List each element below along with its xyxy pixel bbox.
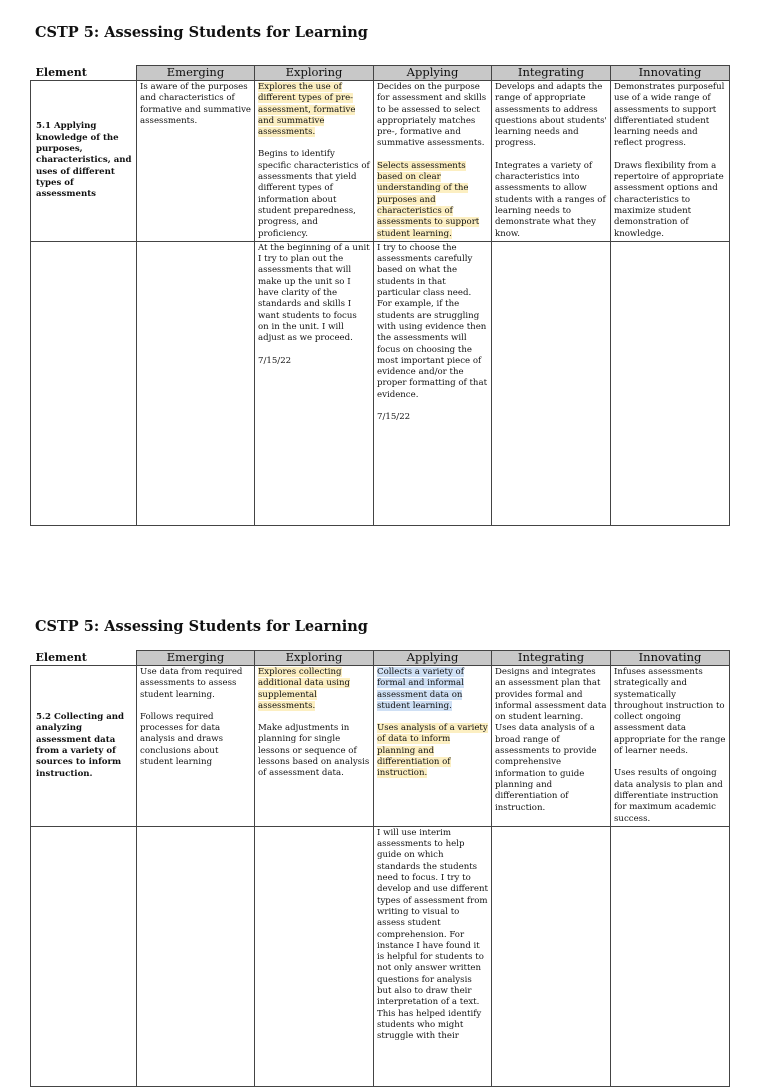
element-cell [31, 666, 137, 827]
descriptor-text: Infuses assessments strategically and systematically throughout instruction to collect ongoing assessment data appropriate for the range of learner needs. [614, 667, 726, 757]
evidence-text: At the beginning of a unit I try to plan out the assessments that will make up the unit so I have clarity of the standards and skills I want students to focus on in the unit. I will adjust as we proceed. [258, 242, 370, 344]
level-header-integrating: Integrating [492, 66, 611, 81]
evidence-applying [374, 241, 492, 525]
section-title: CSTP 5: Assessing Students for Learning [35, 24, 368, 41]
highlighted-descriptor: Selects assessments based on clear understanding of the purposes and characteristics of assessments to support student learning. [377, 160, 480, 239]
descriptor-innovating [611, 666, 730, 827]
descriptor-text: Demonstrates purposeful use of a wide range of assessments to support differentiated student learning needs and reflect progress. [614, 82, 725, 149]
evidence-exploring [255, 826, 374, 1086]
descriptor-text: Is aware of the purposes and characteristics of formative and summative assessments. [140, 82, 252, 126]
level-header-applying: Applying [374, 66, 492, 81]
descriptor-text: Use data from required assessments to assess student learning. [140, 667, 243, 700]
element-column-header: Element [31, 66, 137, 81]
evidence-element-cell [31, 826, 137, 1086]
descriptor-text: Make adjustments in planning for single lessons or sequence of lessons based on analysis of assessment data. [258, 723, 370, 779]
descriptor-text: Begins to identify specific characteristics of assessments that yield different types of information about student preparedness, progress, and proficiency. [258, 149, 370, 239]
evidence-text: I try to choose the assessments carefully based on what the students in that particular class need. For example, if the students are struggling with using evidence then the assessments will focus on choosing the most important piece of evidence and/or the proper formatting of that evidence. [377, 242, 488, 400]
descriptor-text: Draws flexibility from a repertoire of appropriate assessment options and characteristics to maximize student demonstration of knowledge. [614, 160, 724, 239]
level-header-exploring: Exploring [255, 66, 374, 81]
level-header-exploring: Exploring [255, 651, 374, 666]
evidence-text: I will use interim assessments to help guide on which standards the students need to focus. I try to develop and use different types of assessment from writing to visual to assess student comprehension. For instance I have found it is helpful for students to not only answer written questions for analysis but also to draw their interpretation of a text. This has helped identify students who might struggle with their [377, 827, 488, 1042]
descriptor-innovating [611, 81, 730, 242]
evidence-emerging [137, 826, 255, 1086]
element-cell [31, 81, 137, 242]
evidence-row [31, 241, 730, 525]
section-title: CSTP 5: Assessing Students for Learning [35, 618, 368, 635]
evidence-date: 7/15/22 [377, 412, 411, 423]
highlighted-descriptor: Explores collecting additional data using supplemental assessments. [258, 667, 351, 711]
highlighted-descriptor: Collects a variety of formal and informal assessment data on student learning. [377, 667, 464, 711]
descriptor-text: Develops and adapts the range of appropriate assessments to address questions about students' learning needs and progress. [495, 82, 607, 149]
evidence-integrating [492, 826, 611, 1086]
evidence-element-cell [31, 241, 137, 525]
evidence-integrating [492, 241, 611, 525]
element-label: 5.2 Collecting and analyzing assessment data from a variety of sources to inform instruction. [36, 712, 125, 779]
evidence-row [31, 826, 730, 1086]
descriptor-row [31, 666, 730, 827]
evidence-emerging [137, 241, 255, 525]
evidence-innovating [611, 826, 730, 1086]
descriptor-text: Follows required processes for data analysis and draws conclusions about student learning [140, 711, 224, 768]
evidence-date: 7/15/22 [258, 355, 292, 366]
header-row [31, 651, 730, 666]
level-header-innovating: Innovating [611, 66, 730, 81]
rubric-table [30, 65, 730, 526]
descriptor-text: Integrates a variety of characteristics into assessments to allow students with a ranges of learning needs to demonstrate what they know. [495, 160, 606, 239]
descriptor-integrating [492, 666, 611, 827]
descriptor-integrating [492, 81, 611, 242]
element-label: 5.1 Applying knowledge of the purposes, characteristics, and uses of different types of assessments [36, 121, 132, 200]
descriptor-exploring [255, 666, 374, 827]
descriptor-text: Decides on the purpose for assessment and skills to be assessed to select appropriately matches pre-, formative and summative assessments. [377, 82, 487, 149]
descriptor-emerging [137, 81, 255, 242]
header-row [31, 66, 730, 81]
rubric-section-2 [30, 600, 729, 1042]
highlighted-descriptor: Uses analysis of a variety of data to inform planning and differentiation of instruction. [377, 723, 488, 779]
element-column-header: Element [31, 651, 137, 666]
descriptor-exploring [255, 81, 374, 242]
descriptor-applying [374, 81, 492, 242]
level-header-emerging: Emerging [137, 66, 255, 81]
descriptor-text: Designs and integrates an assessment plan that provides formal and informal assessment data on student learning. Uses data analysis of a broad range of assessments to provide comprehensive information to guide planning and differentiation of instruction. [495, 667, 607, 813]
evidence-applying [374, 826, 492, 1086]
level-header-emerging: Emerging [137, 651, 255, 666]
rubric-section-1 [30, 0, 729, 530]
descriptor-applying [374, 666, 492, 827]
rubric-table [30, 650, 730, 1087]
evidence-innovating [611, 241, 730, 525]
descriptor-emerging [137, 666, 255, 827]
level-header-integrating: Integrating [492, 651, 611, 666]
descriptor-row [31, 81, 730, 242]
evidence-exploring [255, 241, 374, 525]
descriptor-text: Uses results of ongoing data analysis to plan and differentiate instruction for maximum academic success. [614, 768, 723, 824]
level-header-innovating: Innovating [611, 651, 730, 666]
level-header-applying: Applying [374, 651, 492, 666]
highlighted-descriptor: Explores the use of different types of pre-assessment, formative and summative assessments. [258, 82, 356, 138]
